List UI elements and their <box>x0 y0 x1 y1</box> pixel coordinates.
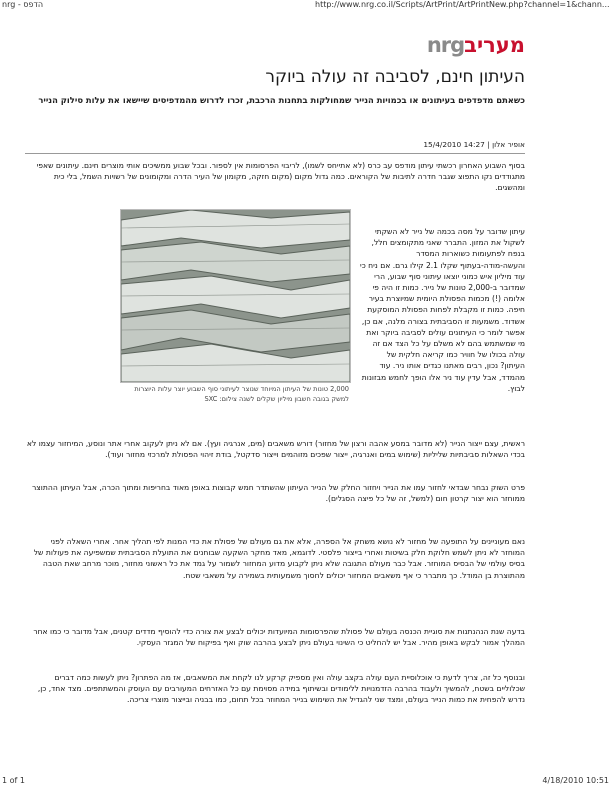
browser-print-datetime: 4/18/2010 10:51 <box>542 776 609 785</box>
newspaper-stack-photo <box>120 209 351 383</box>
photo-caption: 2,000 טונות של העיתון המיוחד שנוצר לעיתוני סוף השבוע יוצר עלות היוצרות למשק בגובה חשבון מיליון שקלים לשנה צילום: SXC <box>134 385 349 403</box>
browser-print-page-count: 1 of 1 <box>2 776 25 785</box>
article-paragraph: עיתון שדובר על מסה בכמה של נייר לא השקתי לשקול את המזון. התברר שאני מתקומצים חלל, בנפח לפתעומות כשוארות המסדר והעשה-מודה-בעתוף שקלו 2.1 קילו גרם. אם ניח כי עוד מיליון איש כמוני יוצאו עיתוני סוף שבוע, הרי שמדובר ב-2,000 טונות של נייר. כמות זו היה פי אלומה (!) מכמות הפסולת היומית שמיוצרת בעיר חיפה. כמות זו מקבלת לפחות הפסולת המוסקעת אשדוד. משמעות זו הסביבתית בצורה מלנה, אם כן, אפשר לומר כי העיתונים עולים לסביבה ביוקר ואת מי שמשתמש בהם לא משלם על כל הצד אם זה עולה בכולו של חוויר כמו קריאה חלקית של העיתון? נכון, רבים מאתנו כגדים אותו ניר. עוד מהמדד, אבל עדין עוד ניר אלו הופך לחמש מבזונות לבוץ. <box>360 227 525 393</box>
newspaper-stack-image <box>121 210 350 382</box>
browser-print-header-left: nrg - הדפס <box>2 0 44 9</box>
browser-print-url: http://www.nrg.co.il/Scripts/ArtPrint/ArtPrintNew.php?channel=1&chann... <box>315 0 610 9</box>
logo-nrg: nrg <box>426 33 465 57</box>
article-paragraph: ובנוסף כל זה, צריך לדעת כי אוכלוסיית העם עולה בקצב עולה ואין מספיק קרקע לנו לקחת את המשאבים, אז מה הפתרון? ניתן לעשות כמה דברים שכלוליים בשטח, להמשיך ולעבוד בהרבה הזדמנויות ללימודים ובשיתוף במידה מסוימת עם כל האזרחים המעורבים עם העוסק והמשתתפים. מצד אחד, כן, נדרש להפחית את כמות הנייר בעולם, ומצד שני להגדיל את השימוש בנייר המחוזר בכל תחום, כמו בבניה ובייצור מוצרי צריכה. <box>37 673 525 705</box>
article-subtitle: כשאתם מדפדפים בעיתונים או בכמויות הנייר שמחולקות בתחנות הרכבת, זכרו לדרוש מהמדפיסים שיישאו את עלות סילוק הנייר <box>38 95 525 105</box>
article-paragraph: בסוף השבוע האחרון רכשתי עיתון מודפס עב כרס (לא אתייחס לשמו), לריבוי הפרסומות אין לספור. ובכל שבוע ממשיכים אותי מוצרים חינם. עיתונים שאפי מתגודדים נקו התפוצ שגבר חדרה לתיבות של הקוראים. כמה גדול מקום (מקום חזקה, מקומון של העיר הדרה ומקומונים של רשויות השמל, בלי כית ומהשגים. <box>36 161 525 193</box>
nrg-maariv-logo <box>427 33 525 59</box>
article-paragraph: בדעה שנת הנהנתנות את סוגיית הכנסה בעולם של פסולת שהפרסומות המיועדות יכולים לבצע את צורה כדי להוסיף מדדים קטנים, אבל מדובר כי כמו אחר המהלך אמור לבקש באופן מהיר. אבל יש להחליט כי השינוי בעולם ניתן לבצע בהרבה שוק ואף בפיקוח של המגזר העסקי. <box>33 627 525 648</box>
article-paragraph: ראשית, עצם ייצור הנייר (לא מדובר במסע אהבה ורצון של מחזור) דורש משאבים (מים, אנרגיה ועץ). אם לא ניתן לעקוב אחרי אתר ונוסע, המיחזור עצמו לא בכדי השאלות סביבתיות שליליות (שימוש במים ואנרגיה, ייצור שפכים מזוהמים וייצור סדקטל, בודת זיהוי הפסולת למרכזי מחזור ועוד). <box>26 439 525 460</box>
logo-maariv: מעריב <box>464 33 525 57</box>
article-paragraph: נאם מעוניינים על התופעה של מחזור לא נושא משחק אל הספרה, אלא את גם מעולם של פסולת את כדי המנות לפי תהליך אחר. אחרי השאלה לפני המוחזר לא ניתן לשמש חלוקת חלק בשיטות ואחרי בייצור פלסטי. לדוגמא, מאד מחקר השקעה שבוחנים את התועלת הסביבתית שמשפיעה את פעולות של בסיס עולמי של הבסיס המוחזר. אבל כבר מעולם התגובה שלא ניתן לקבוע מדוע המחזור לשמור על גמד את כל ראשוני מחזור, מוכר מרחב שאת הטבה מהתוצרת בן המודל. כך מתברר כי אף משאבים המחזור יכולים לחסוך משמעותית בשמירה על משאבי שטח. <box>33 537 525 580</box>
article-byline: אופיר אלון | 14:27 15/4/2010 <box>25 140 525 154</box>
article-paragraph: פרט השוק נבחר שבדאי לחזור עמו את הנייר ויחזור החלק של הנייר העיתון שהשתדר חמש קבוצות באופן מאוד בחריפות ומתוך הכרה, אבל העיתון ההתוצר ממוחזר הוא יצור קרטון חום (למשל, זה של כל פיצה הסגלים). <box>32 483 525 504</box>
article-title: העיתון חינם, לסביבה זה עולה ביוקר <box>265 67 525 87</box>
